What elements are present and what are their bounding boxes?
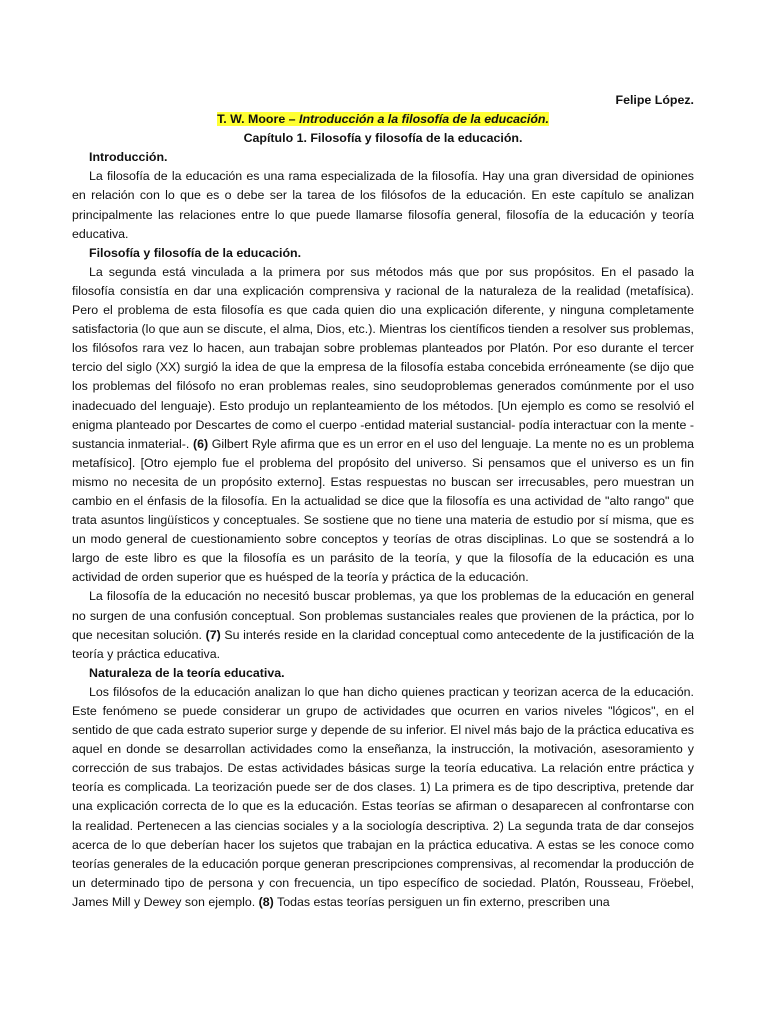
heading-philosophy-of-education: Filosofía y filosofía de la educación. [89,245,302,260]
paragraph-text: Todas estas teorías persiguen un fin externo, prescriben una [273,894,610,909]
paragraph-text: Su interés reside en la claridad conceptual como antecedente de la justificación de la teoría y práctica educativa. [72,627,694,661]
author-name: Felipe López. [615,93,694,107]
paragraph-introduction: La filosofía de la educación es una rama especializada de la filosofía. Hay una gran diversidad de opiniones en relación con lo que es o debe ser la tarea de los filósofos de la educación. En este capítulo se analizan principalmente las relaciones entre lo que puede llamarse filosofía general, filosofía de la educación y teoría educativa. [72,169,694,241]
paragraph-educational-theory [72,683,694,912]
paragraph-philosophy-1 [72,263,694,588]
paragraph-text: La filosofía de la educación no necesitó buscar problemas, ya que los problemas de la educación en general no surgen de una confusión conceptual. Son problemas sustanciales reales que provienen de la práctica, por lo que necesitan solución. [72,589,694,642]
paragraph-text: Gilbert Ryle afirma que es un error en el uso del lenguaje. La mente no es un problema metafísico]. [Otro ejemplo fue el problema del propósito del universo. Si pensamos que el universo es un fin mismo no necesita de un propósito externo]. Estas respuestas no buscan ser irrecusables, pero muestran un cambio en el énfasis de la filosofía. En la actualidad se dice que la filosofía es una actividad de "alto rango" que trata asuntos lingüísticos y conceptuales. Se sostiene que no tiene una materia de estudio por sí misma, que es un modo general de cuestionamiento sobre conceptos y teorías de otras disciplinas. Lo que se sostendrá a lo largo de este libro es que la filosofía es un parásito de la teoría, y que la filosofía de la educación es una actividad de orden superior que es huésped de la teoría y práctica de la educación. [72,436,694,585]
footnote-ref-8: (8) [258,894,274,909]
heading-introduction: Introducción. [89,150,168,165]
title-highlight [217,112,549,126]
paragraph-text: Los filósofos de la educación analizan lo que han dicho quienes practican y teorizan acerca de la educación. Este fenómeno se puede considerar un grupo de actividades que ocurren en varios niveles "lógicos", en el sentido de que cada estrato superior surge y depende de su inferior. El nivel más bajo de la práctica educativa es aquel en donde se desarrollan actividades como la enseñanza, la instrucción, la motivación, asesoramiento y corrección de sus trabajos. De estas actividades básicas surge la teoría educativa. La relación entre práctica y teoría es complicada. La teorización puede ser de dos clases. 1) La primera es de tipo descriptiva, pretende dar una explicación correcta de lo que es la educación. Estas teorías se afirman o desaparecen al confrontarse con la realidad. Pertenecen a las ciencias sociales y a la sociología descriptiva. 2) La segunda trata de dar consejos acerca de lo que deberían hacer los sujetos que trabajan en la práctica educativa. A estas se les conoce como teorías generales de la educación porque generan prescripciones comprensivas, al recomendar la producción de un determinado tipo de persona y con frecuencia, un tipo específico de sociedad. Platón, Rousseau, Fröebel, James Mill y Dewey son ejemplo. [72,684,694,909]
heading-nature-of-educational-theory: Naturaleza de la teoría educativa. [89,665,285,680]
title-work: Introducción a la filosofía de la educación. [299,112,549,127]
chapter-title: Capítulo 1. Filosofía y filosofía de la educación. [243,131,523,146]
paragraph-philosophy-2 [72,587,694,663]
footnote-ref-6: (6) [192,436,209,451]
footnote-ref-7: (7) [205,627,221,642]
document-title [72,110,694,129]
document-body [72,91,694,912]
title-author: T. W. Moore – [217,112,299,127]
paragraph-text: La segunda está vinculada a la primera por sus métodos más que por sus propósitos. En el pasado la filosofía consistía en dar una explicación comprensiva y racional de la naturaleza de la realidad (metafísica). Pero el problema de esta filosofía es que cada quien dio una explicación diferente, y ninguna completamente satisfactoria (lo que aun se discute, el alma, Dios, etc.). Mientras los científicos tienden a resolver sus problemas, los filósofos rara vez lo hacen, aun trabajan sobre problemas planteados por Platón. Por eso durante el tercer tercio del siglo (XX) surgió la idea de que la empresa de la filosofía estaba concebida erróneamente (se dijo que los problemas del filósofo no eran problemas reales, sino seudoproblemas generados comúnmente por el uso inadecuado del lenguaje). Esto produjo un replanteamiento de los métodos. [Un ejemplo es como se resolvió el enigma planteado por Descartes de como el cuerpo -entidad material sustancial- podía interactuar con la mente -sustancia inmaterial-. [72,264,694,451]
